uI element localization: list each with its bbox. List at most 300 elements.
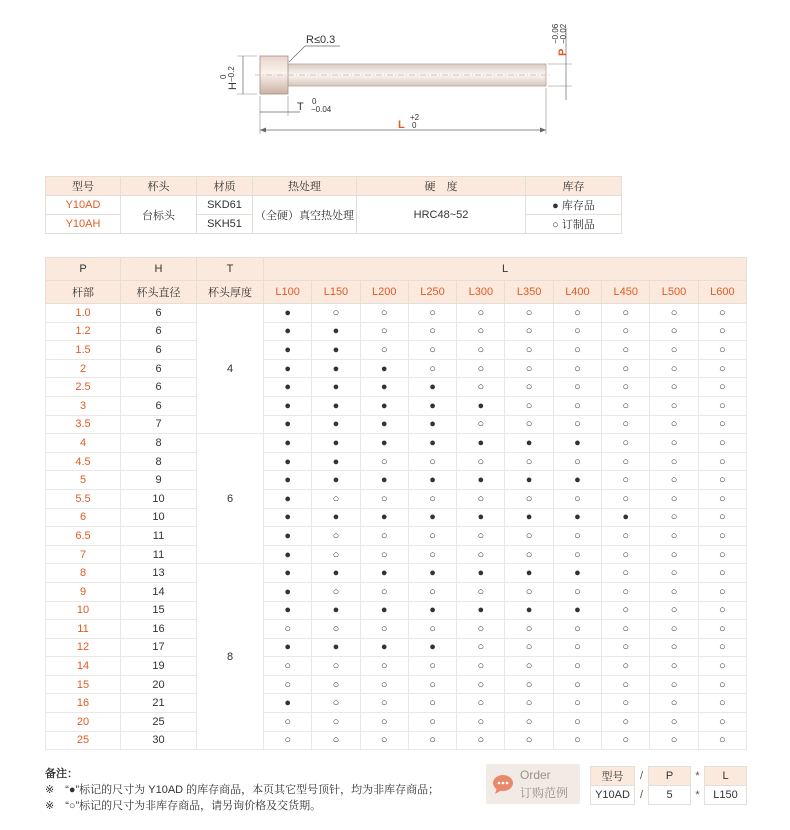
size-cell-stock-mark: ○ <box>505 694 553 713</box>
size-cell-stock-mark: ○ <box>698 359 746 378</box>
size-cell-stock-mark: ● <box>264 489 312 508</box>
table-row <box>46 564 747 583</box>
size-cell-stock-mark: ○ <box>457 638 505 657</box>
size-cell-stock-mark: ○ <box>553 675 601 694</box>
size-cell-stock-mark: ○ <box>264 713 312 732</box>
size-cell-t: 6 <box>197 434 264 564</box>
size-cell-stock-mark: ○ <box>650 434 698 453</box>
size-cell-stock-mark: ○ <box>553 713 601 732</box>
size-cell-stock-mark: ○ <box>602 527 650 546</box>
size-cell-stock-mark: ○ <box>650 359 698 378</box>
size-cell-stock-mark: ○ <box>602 638 650 657</box>
size-cell-stock-mark: ○ <box>264 731 312 750</box>
size-cell-stock-mark: ○ <box>408 713 456 732</box>
table-row <box>46 713 747 732</box>
size-cell-p: 5.5 <box>46 489 121 508</box>
size-cell-stock-mark: ○ <box>602 545 650 564</box>
size-cell-stock-mark: ● <box>360 471 408 490</box>
size-cell-p: 15 <box>46 675 121 694</box>
size-cell-stock-mark: ○ <box>553 304 601 323</box>
size-cell-stock-mark: ● <box>553 564 601 583</box>
size-cell-stock-mark: ○ <box>408 452 456 471</box>
size-cell-stock-mark: ○ <box>698 638 746 657</box>
table-row <box>46 434 747 453</box>
size-cell-stock-mark: ● <box>264 322 312 341</box>
l-tol-lower: 0 <box>412 121 417 130</box>
size-cell-stock-mark: ○ <box>602 471 650 490</box>
size-cell-p: 9 <box>46 582 121 601</box>
table-row <box>46 675 747 694</box>
size-cell-h: 16 <box>121 620 197 639</box>
size-cell-stock-mark: ● <box>553 601 601 620</box>
size-cell-stock-mark: ● <box>505 601 553 620</box>
table-row <box>46 657 747 676</box>
size-cell-stock-mark: ○ <box>360 545 408 564</box>
size-cell-stock-mark: ○ <box>602 564 650 583</box>
size-cell-stock-mark: ○ <box>650 564 698 583</box>
size-cell-stock-mark: ● <box>312 601 360 620</box>
size-cell-stock-mark: ● <box>360 564 408 583</box>
size-cell-stock-mark: ● <box>457 601 505 620</box>
size-cell-p: 3 <box>46 396 121 415</box>
size-cell-stock-mark: ○ <box>553 545 601 564</box>
size-cell-stock-mark: ○ <box>360 694 408 713</box>
size-cell-stock-mark: ○ <box>602 582 650 601</box>
size-cell-p: 6 <box>46 508 121 527</box>
size-cell-stock-mark: ● <box>408 471 456 490</box>
size-cell-stock-mark: ○ <box>698 378 746 397</box>
size-cell-stock-mark: ● <box>360 434 408 453</box>
order-value-l: L150 <box>705 786 747 805</box>
size-cell-h: 6 <box>121 322 197 341</box>
size-subheader-shaft: 杆部 <box>46 281 121 304</box>
t-tol-upper: 0 <box>312 97 317 106</box>
size-cell-stock-mark: ● <box>360 378 408 397</box>
size-cell-stock-mark: ○ <box>457 675 505 694</box>
size-cell-stock-mark: ○ <box>360 322 408 341</box>
size-cell-stock-mark: ○ <box>505 527 553 546</box>
order-sep-slash: / <box>639 770 644 782</box>
order-value-p: 5 <box>649 786 691 805</box>
size-cell-stock-mark: ○ <box>553 452 601 471</box>
size-cell-stock-mark: ○ <box>650 304 698 323</box>
size-header-length: L300 <box>457 281 505 304</box>
size-cell-h: 6 <box>121 341 197 360</box>
size-cell-stock-mark: ● <box>312 508 360 527</box>
size-cell-stock-mark: ○ <box>312 620 360 639</box>
size-cell-stock-mark: ○ <box>698 582 746 601</box>
size-cell-stock-mark: ● <box>264 341 312 360</box>
size-cell-p: 25 <box>46 731 121 750</box>
size-cell-stock-mark: ● <box>264 304 312 323</box>
size-header-h: H <box>121 258 197 281</box>
size-cell-stock-mark: ○ <box>457 527 505 546</box>
size-cell-stock-mark: ○ <box>650 322 698 341</box>
size-cell-stock-mark: ○ <box>602 341 650 360</box>
spec-head-type: 台标头 <box>121 196 197 234</box>
size-cell-stock-mark: ○ <box>553 694 601 713</box>
size-header-length: L350 <box>505 281 553 304</box>
size-cell-stock-mark: ○ <box>312 694 360 713</box>
size-cell-stock-mark: ○ <box>553 322 601 341</box>
size-header-length: L600 <box>698 281 746 304</box>
size-cell-stock-mark: ○ <box>602 415 650 434</box>
size-cell-h: 10 <box>121 489 197 508</box>
size-cell-stock-mark: ● <box>408 564 456 583</box>
size-cell-stock-mark: ○ <box>408 582 456 601</box>
table-row <box>46 694 747 713</box>
size-cell-stock-mark: ○ <box>698 471 746 490</box>
size-cell-p: 8 <box>46 564 121 583</box>
order-value-model: Y10AD <box>591 786 635 805</box>
size-cell-h: 11 <box>121 527 197 546</box>
size-cell-stock-mark: ○ <box>698 620 746 639</box>
size-cell-stock-mark: ● <box>312 396 360 415</box>
size-header-length: L100 <box>264 281 312 304</box>
spec-model-y10ad: Y10AD <box>46 196 121 215</box>
size-cell-stock-mark: ● <box>505 434 553 453</box>
size-cell-p: 2 <box>46 359 121 378</box>
size-cell-stock-mark: ○ <box>553 378 601 397</box>
spec-header-hardness: 硬 度 <box>357 177 526 196</box>
size-cell-stock-mark: ● <box>264 396 312 415</box>
size-cell-t: 8 <box>197 564 264 750</box>
size-cell-stock-mark: ○ <box>602 359 650 378</box>
size-cell-stock-mark: ○ <box>602 396 650 415</box>
size-cell-h: 25 <box>121 713 197 732</box>
spec-header-head: 杯头 <box>121 177 197 196</box>
size-cell-stock-mark: ● <box>264 545 312 564</box>
size-cell-stock-mark: ○ <box>408 489 456 508</box>
size-cell-stock-mark: ○ <box>698 601 746 620</box>
size-cell-stock-mark: ○ <box>650 731 698 750</box>
size-cell-stock-mark: ○ <box>505 731 553 750</box>
size-header-length: L200 <box>360 281 408 304</box>
table-row <box>46 415 747 434</box>
size-cell-stock-mark: ○ <box>408 341 456 360</box>
size-cell-stock-mark: ○ <box>650 620 698 639</box>
size-cell-stock-mark: ● <box>264 564 312 583</box>
table-row <box>46 731 747 750</box>
size-cell-stock-mark: ● <box>264 434 312 453</box>
size-cell-stock-mark: ○ <box>650 396 698 415</box>
size-cell-p: 20 <box>46 713 121 732</box>
pin-technical-drawing <box>0 0 790 170</box>
table-row <box>46 322 747 341</box>
size-cell-stock-mark: ● <box>264 359 312 378</box>
notes <box>45 766 485 814</box>
size-header-length: L150 <box>312 281 360 304</box>
size-cell-stock-mark: ○ <box>505 675 553 694</box>
size-cell-stock-mark: ○ <box>602 322 650 341</box>
size-cell-stock-mark: ○ <box>650 675 698 694</box>
size-cell-stock-mark: ○ <box>457 620 505 639</box>
size-cell-stock-mark: ● <box>457 396 505 415</box>
size-cell-stock-mark: ● <box>457 508 505 527</box>
size-cell-p: 11 <box>46 620 121 639</box>
size-cell-stock-mark: ○ <box>602 731 650 750</box>
size-header-l: L <box>264 258 747 281</box>
size-cell-stock-mark: ○ <box>553 415 601 434</box>
size-header-length: L400 <box>553 281 601 304</box>
table-row <box>46 582 747 601</box>
size-cell-stock-mark: ● <box>408 415 456 434</box>
size-cell-stock-mark: ○ <box>505 452 553 471</box>
size-cell-stock-mark: ○ <box>505 713 553 732</box>
spec-stock-custom: ○ 订制品 <box>526 215 622 234</box>
t-label: T <box>297 101 304 113</box>
size-cell-stock-mark: ○ <box>360 620 408 639</box>
size-cell-p: 5 <box>46 471 121 490</box>
size-cell-stock-mark: ○ <box>698 322 746 341</box>
l-label: L <box>398 119 405 131</box>
size-cell-stock-mark: ● <box>264 694 312 713</box>
size-cell-h: 20 <box>121 675 197 694</box>
size-cell-stock-mark: ○ <box>505 378 553 397</box>
size-cell-stock-mark: ○ <box>457 359 505 378</box>
spec-hardness: HRC48~52 <box>357 196 526 234</box>
size-table <box>45 257 747 750</box>
size-cell-stock-mark: ○ <box>360 341 408 360</box>
spec-header-heat: 热处理 <box>253 177 357 196</box>
size-cell-h: 30 <box>121 731 197 750</box>
size-cell-p: 2.5 <box>46 378 121 397</box>
t-tol-lower: −0.04 <box>311 105 332 114</box>
p-label: P <box>557 48 569 56</box>
size-cell-stock-mark: ○ <box>360 713 408 732</box>
size-cell-stock-mark: ○ <box>698 434 746 453</box>
size-cell-stock-mark: ● <box>264 527 312 546</box>
size-cell-stock-mark: ○ <box>505 341 553 360</box>
size-cell-stock-mark: ○ <box>408 694 456 713</box>
size-cell-stock-mark: ○ <box>360 527 408 546</box>
size-cell-stock-mark: ○ <box>553 527 601 546</box>
h-label: H <box>227 82 239 90</box>
size-cell-stock-mark: ● <box>312 378 360 397</box>
size-header-length: L450 <box>602 281 650 304</box>
size-header-t: T <box>197 258 264 281</box>
size-cell-stock-mark: ○ <box>553 620 601 639</box>
size-cell-stock-mark: ○ <box>650 545 698 564</box>
size-cell-stock-mark: ● <box>312 564 360 583</box>
order-example-table <box>590 766 747 805</box>
size-cell-stock-mark: ○ <box>408 359 456 378</box>
table-row <box>46 378 747 397</box>
size-cell-stock-mark: ○ <box>457 657 505 676</box>
size-cell-stock-mark: ● <box>312 434 360 453</box>
size-cell-stock-mark: ○ <box>312 731 360 750</box>
size-cell-stock-mark: ○ <box>264 657 312 676</box>
order-header-p: P <box>649 767 691 786</box>
size-cell-stock-mark: ○ <box>602 601 650 620</box>
size-cell-stock-mark: ○ <box>650 378 698 397</box>
size-cell-stock-mark: ● <box>360 396 408 415</box>
size-cell-stock-mark: ○ <box>698 415 746 434</box>
size-cell-stock-mark: ○ <box>408 545 456 564</box>
order-sep-slash: / <box>639 789 644 801</box>
size-cell-stock-mark: ● <box>505 564 553 583</box>
size-cell-stock-mark: ○ <box>457 582 505 601</box>
size-header-length: L250 <box>408 281 456 304</box>
size-cell-stock-mark: ● <box>264 601 312 620</box>
size-cell-stock-mark: ○ <box>602 489 650 508</box>
size-header-length: L500 <box>650 281 698 304</box>
size-cell-h: 7 <box>121 415 197 434</box>
size-cell-stock-mark: ○ <box>360 304 408 323</box>
size-cell-stock-mark: ○ <box>602 304 650 323</box>
table-row <box>46 471 747 490</box>
size-cell-stock-mark: ● <box>408 638 456 657</box>
notes-title: 备注： <box>45 768 78 780</box>
size-cell-h: 17 <box>121 638 197 657</box>
size-cell-p: 16 <box>46 694 121 713</box>
size-cell-stock-mark: ● <box>312 359 360 378</box>
size-cell-stock-mark: ○ <box>650 694 698 713</box>
size-cell-stock-mark: ○ <box>457 694 505 713</box>
spec-stock-in: ● 库存品 <box>526 196 622 215</box>
size-cell-stock-mark: ● <box>360 601 408 620</box>
size-cell-stock-mark: ○ <box>457 489 505 508</box>
table-row <box>46 489 747 508</box>
size-cell-stock-mark: ○ <box>408 657 456 676</box>
size-cell-stock-mark: ○ <box>457 452 505 471</box>
l-tol-upper: +2 <box>410 113 420 122</box>
size-cell-stock-mark: ○ <box>505 638 553 657</box>
size-cell-stock-mark: ○ <box>264 620 312 639</box>
spec-table <box>45 176 622 234</box>
size-cell-stock-mark: ○ <box>650 452 698 471</box>
table-row <box>46 545 747 564</box>
size-cell-p: 6.5 <box>46 527 121 546</box>
size-cell-stock-mark: ● <box>264 638 312 657</box>
size-cell-stock-mark: ○ <box>457 713 505 732</box>
spec-header-model: 型号 <box>46 177 121 196</box>
size-cell-h: 21 <box>121 694 197 713</box>
table-row <box>46 601 747 620</box>
size-cell-p: 4.5 <box>46 452 121 471</box>
size-cell-stock-mark: ● <box>312 415 360 434</box>
size-cell-stock-mark: ○ <box>553 582 601 601</box>
size-cell-stock-mark: ○ <box>408 322 456 341</box>
size-cell-stock-mark: ○ <box>698 341 746 360</box>
p-tol-upper: −0.06 <box>551 23 560 44</box>
size-cell-stock-mark: ● <box>457 564 505 583</box>
size-cell-stock-mark: ○ <box>602 694 650 713</box>
size-cell-stock-mark: ○ <box>650 713 698 732</box>
size-cell-stock-mark: ○ <box>360 731 408 750</box>
size-cell-stock-mark: ● <box>553 471 601 490</box>
size-cell-stock-mark: ○ <box>312 304 360 323</box>
size-cell-stock-mark: ○ <box>408 620 456 639</box>
size-cell-stock-mark: ○ <box>602 434 650 453</box>
size-cell-stock-mark: ○ <box>505 415 553 434</box>
order-label-en: Order <box>520 768 551 782</box>
size-cell-stock-mark: ○ <box>698 452 746 471</box>
size-cell-stock-mark: ○ <box>650 601 698 620</box>
size-cell-h: 6 <box>121 304 197 323</box>
size-cell-stock-mark: ○ <box>505 582 553 601</box>
size-cell-stock-mark: ● <box>360 638 408 657</box>
size-cell-stock-mark: ● <box>264 378 312 397</box>
size-cell-stock-mark: ○ <box>457 415 505 434</box>
size-cell-p: 14 <box>46 657 121 676</box>
size-cell-stock-mark: ○ <box>505 322 553 341</box>
table-row <box>46 304 747 323</box>
h-tol-lower: −0.2 <box>227 66 236 82</box>
size-cell-stock-mark: ● <box>312 341 360 360</box>
size-cell-stock-mark: ○ <box>602 675 650 694</box>
size-cell-stock-mark: ○ <box>457 378 505 397</box>
size-cell-stock-mark: ○ <box>698 564 746 583</box>
size-cell-stock-mark: ○ <box>408 304 456 323</box>
size-cell-stock-mark: ● <box>264 508 312 527</box>
size-cell-h: 6 <box>121 378 197 397</box>
order-example-badge <box>486 764 580 804</box>
size-cell-p: 1.5 <box>46 341 121 360</box>
size-cell-stock-mark: ○ <box>553 638 601 657</box>
size-cell-stock-mark: ○ <box>457 322 505 341</box>
size-cell-stock-mark: ○ <box>408 675 456 694</box>
size-cell-p: 4 <box>46 434 121 453</box>
size-cell-stock-mark: ○ <box>505 545 553 564</box>
note-line-custom: ※ “○”标记的尺寸为非库存商品，请另询价格及交货期。 <box>45 800 322 812</box>
size-cell-h: 8 <box>121 434 197 453</box>
size-cell-stock-mark: ○ <box>698 657 746 676</box>
size-cell-stock-mark: ○ <box>698 694 746 713</box>
size-cell-stock-mark: ● <box>457 471 505 490</box>
size-cell-stock-mark: ○ <box>650 657 698 676</box>
size-cell-stock-mark: ○ <box>650 489 698 508</box>
size-cell-h: 13 <box>121 564 197 583</box>
size-cell-stock-mark: ● <box>360 415 408 434</box>
size-cell-stock-mark: ○ <box>698 731 746 750</box>
size-cell-stock-mark: ● <box>408 601 456 620</box>
size-cell-p: 7 <box>46 545 121 564</box>
size-cell-stock-mark: ○ <box>602 620 650 639</box>
size-cell-p: 12 <box>46 638 121 657</box>
size-cell-h: 14 <box>121 582 197 601</box>
size-subheader-head-thickness: 杯头厚度 <box>197 281 264 304</box>
spec-header-material: 材质 <box>197 177 253 196</box>
size-cell-stock-mark: ○ <box>457 341 505 360</box>
size-cell-stock-mark: ○ <box>505 304 553 323</box>
size-cell-p: 10 <box>46 601 121 620</box>
size-cell-stock-mark: ○ <box>505 359 553 378</box>
size-cell-stock-mark: ○ <box>408 527 456 546</box>
size-cell-stock-mark: ○ <box>650 341 698 360</box>
size-cell-p: 3.5 <box>46 415 121 434</box>
size-cell-stock-mark: ● <box>264 415 312 434</box>
size-cell-h: 10 <box>121 508 197 527</box>
size-cell-stock-mark: ○ <box>457 304 505 323</box>
size-cell-stock-mark: ○ <box>698 304 746 323</box>
size-cell-stock-mark: ○ <box>312 545 360 564</box>
size-subheader-head-diameter: 杯头直径 <box>121 281 197 304</box>
size-header-p: P <box>46 258 121 281</box>
size-cell-t: 4 <box>197 304 264 434</box>
size-cell-stock-mark: ○ <box>698 527 746 546</box>
spec-model-y10ah: Y10AH <box>46 215 121 234</box>
size-cell-stock-mark: ● <box>264 471 312 490</box>
table-row <box>46 508 747 527</box>
size-cell-stock-mark: ○ <box>312 713 360 732</box>
size-cell-stock-mark: ○ <box>360 657 408 676</box>
size-cell-stock-mark: ○ <box>553 731 601 750</box>
size-cell-stock-mark: ● <box>312 322 360 341</box>
size-cell-stock-mark: ● <box>457 434 505 453</box>
size-cell-stock-mark: ○ <box>650 582 698 601</box>
size-cell-stock-mark: ● <box>408 508 456 527</box>
